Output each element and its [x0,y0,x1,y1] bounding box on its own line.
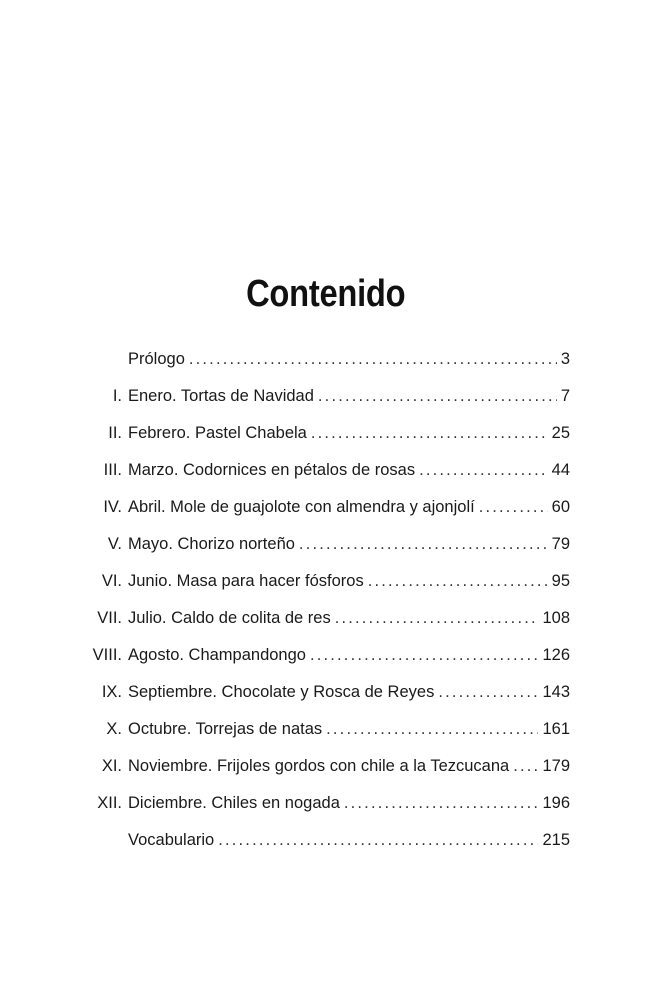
toc-entry-julio[interactable] [0,603,650,633]
entry-label: Diciembre. Chiles en nogada [128,794,340,812]
entry-label: Septiembre. Chocolate y Rosca de Reyes [128,683,435,701]
entry-number: IV. [103,498,122,516]
entry-page: 143 [542,683,570,701]
entry-number: VIII. [92,646,122,664]
entry-number: I. [112,387,122,405]
entry-number: X. [106,720,122,738]
entry-page: 3 [560,350,570,368]
entry-label: Enero. Tortas de Navidad [128,387,314,405]
entry-label: Octubre. Torrejas de natas [128,720,323,738]
toc-entry-mayo[interactable] [0,529,650,559]
dot-leader [189,344,557,374]
entry-page: 25 [551,424,570,442]
dot-leader [218,825,538,855]
toc-entry-diciembre[interactable] [0,788,650,818]
toc-entry-junio[interactable] [0,566,650,596]
toc-entry-vocabulario[interactable] [0,825,650,855]
toc-entry-marzo[interactable] [0,455,650,485]
toc-entry-octubre[interactable] [0,714,650,744]
entry-number: II. [108,424,122,442]
dot-leader [326,714,538,744]
entry-number: XI. [101,757,122,775]
dot-leader [479,492,548,522]
dot-leader [299,529,548,559]
toc-entry-febrero[interactable] [0,418,650,448]
entry-number: XII. [97,794,122,812]
dot-leader [318,381,557,411]
entry-page: 215 [542,831,570,849]
entry-page: 179 [542,757,570,775]
dot-leader [335,603,539,633]
entry-number: IX. [101,683,122,701]
entry-number: VI. [101,572,122,590]
dot-leader [310,640,539,670]
entry-label: Julio. Caldo de colita de res [128,609,331,627]
entry-label: Noviembre. Frijoles gordos con chile a la Tezcucana [128,757,510,775]
entry-page: 95 [551,572,570,590]
entry-label: Abril. Mole de guajolote con almendra y ajonjolí [128,498,475,516]
entry-label: Prólogo [128,350,185,368]
entry-label: Marzo. Codornices en pétalos de rosas [128,461,416,479]
toc-entry-abril[interactable] [0,492,650,522]
entry-page: 60 [551,498,570,516]
toc-entry-agosto[interactable] [0,640,650,670]
entry-label: Mayo. Chorizo norteño [128,535,295,553]
entry-page: 196 [542,794,570,812]
dot-leader [311,418,548,448]
entry-number: V. [107,535,122,553]
dot-leader [419,455,548,485]
entry-label: Junio. Masa para hacer fósforos [128,572,364,590]
dot-leader [344,788,539,818]
entry-label: Febrero. Pastel Chabela [128,424,307,442]
entry-page: 79 [551,535,570,553]
toc-entry-noviembre[interactable] [0,751,650,781]
entry-page: 126 [542,646,570,664]
toc-entry-septiembre[interactable] [0,677,650,707]
entry-label: Vocabulario [128,831,215,849]
entry-label: Agosto. Champandongo [128,646,306,664]
dot-leader [513,751,538,781]
toc-entry-enero[interactable] [0,381,650,411]
entry-page: 108 [542,609,570,627]
entry-page: 44 [551,461,570,479]
dot-leader [368,566,548,596]
entry-page: 7 [560,387,570,405]
toc-entry-prologo[interactable] [0,344,650,374]
page-title: Contenido [246,273,406,316]
entry-number: III. [103,461,122,479]
entry-number: VII. [97,609,122,627]
entry-page: 161 [542,720,570,738]
dot-leader [438,677,538,707]
